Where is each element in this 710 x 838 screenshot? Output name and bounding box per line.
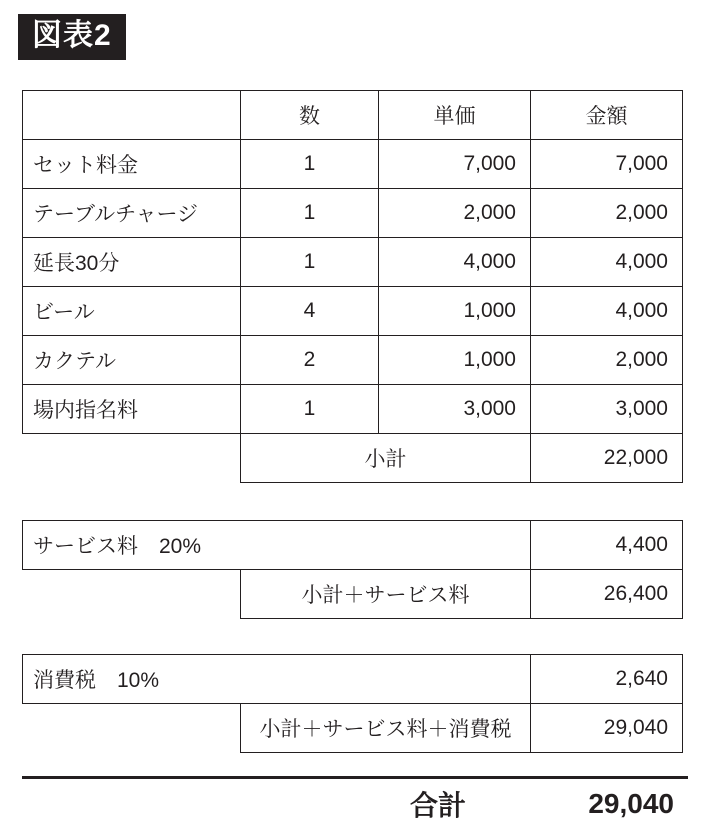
subtotal-plus-service-plus-tax-label-cell — [241, 704, 531, 753]
row-item — [23, 238, 241, 287]
charge-breakdown-table — [22, 90, 683, 483]
subtotal-plus-service-label: 小計＋サービス料 — [301, 584, 470, 607]
row-qty-value: 4 — [303, 299, 316, 322]
header-unit-price — [379, 91, 531, 140]
header-amount-label: 金額 — [585, 105, 628, 128]
row-amount — [531, 140, 683, 189]
subtotal-plus-service-plus-tax-row — [23, 704, 683, 753]
row-unit-value: 3,000 — [463, 397, 516, 420]
row-qty — [241, 287, 379, 336]
consumption-tax-amount-cell — [531, 655, 683, 704]
row-unit-value: 4,000 — [463, 250, 516, 273]
subtotal-plus-service-plus-tax-amount: 29,040 — [603, 716, 668, 739]
row-amount-value: 2,000 — [615, 348, 668, 371]
row-item-label: 場内指名料 — [33, 399, 138, 422]
row-qty — [241, 385, 379, 434]
row-amount — [531, 336, 683, 385]
row-unit — [379, 238, 531, 287]
row-qty-value: 1 — [303, 397, 316, 420]
service-charge-amount-cell — [531, 521, 683, 570]
total-amount: 29,040 — [588, 788, 674, 819]
subtotal-amount: 22,000 — [603, 446, 668, 469]
subtotal-label: 小計 — [364, 448, 407, 471]
row-amount-value: 4,000 — [615, 250, 668, 273]
row-amount-value: 7,000 — [615, 152, 668, 175]
subtotal-plus-service-plus-tax-label: 小計＋サービス料＋消費税 — [259, 718, 512, 741]
row-qty — [241, 140, 379, 189]
subtotal-plus-service-row — [23, 570, 683, 619]
header-amount — [531, 91, 683, 140]
table-row — [23, 385, 683, 434]
row-item-label: 延長30分 — [33, 252, 120, 275]
row-unit-value: 1,000 — [463, 348, 516, 371]
row-amount-value: 3,000 — [615, 397, 668, 420]
row-amount-value: 4,000 — [615, 299, 668, 322]
row-unit-value: 1,000 — [463, 299, 516, 322]
row-qty — [241, 189, 379, 238]
tax-running-spacer — [23, 704, 241, 753]
table-row — [23, 287, 683, 336]
table-row — [23, 140, 683, 189]
row-item — [23, 336, 241, 385]
row-qty — [241, 336, 379, 385]
row-amount — [531, 287, 683, 336]
row-unit — [379, 140, 531, 189]
row-amount-value: 2,000 — [615, 201, 668, 224]
row-item — [23, 385, 241, 434]
row-qty — [241, 238, 379, 287]
row-item — [23, 287, 241, 336]
row-unit-value: 7,000 — [463, 152, 516, 175]
header-qty — [241, 91, 379, 140]
table-header-row — [23, 91, 683, 140]
subtotal-spacer — [23, 434, 241, 483]
subtotal-plus-service-plus-tax-amount-cell — [531, 704, 683, 753]
row-item-label: カクテル — [33, 350, 116, 373]
service-charge-amount: 4,400 — [615, 533, 668, 556]
row-item-label: セット料金 — [33, 154, 138, 177]
subtotal-row — [23, 434, 683, 483]
subtotal-label-cell — [241, 434, 531, 483]
table-row — [23, 238, 683, 287]
row-unit — [379, 385, 531, 434]
row-item — [23, 189, 241, 238]
consumption-tax-row — [23, 655, 683, 704]
header-unit-price-label: 単価 — [433, 105, 476, 128]
subtotal-plus-service-amount-cell — [531, 570, 683, 619]
table-row — [23, 336, 683, 385]
header-qty-label: 数 — [299, 105, 320, 128]
row-item — [23, 140, 241, 189]
row-qty-value: 1 — [303, 201, 316, 224]
service-running-spacer — [23, 570, 241, 619]
figure-title: 図表2 — [18, 14, 126, 60]
row-item-label: テーブルチャージ — [33, 203, 199, 226]
service-charge-table — [22, 520, 683, 619]
subtotal-plus-service-amount: 26,400 — [603, 582, 668, 605]
row-item-label: ビール — [33, 301, 95, 324]
subtotal-plus-service-label-cell — [241, 570, 531, 619]
row-unit — [379, 287, 531, 336]
service-charge-row — [23, 521, 683, 570]
row-qty-value: 2 — [303, 348, 316, 371]
row-unit-value: 2,000 — [463, 201, 516, 224]
total-row — [22, 784, 688, 824]
row-amount — [531, 238, 683, 287]
consumption-tax-label-cell — [23, 655, 531, 704]
consumption-tax-table — [22, 654, 683, 753]
table-row — [23, 189, 683, 238]
row-unit — [379, 336, 531, 385]
consumption-tax-label: 消費税 10% — [33, 669, 160, 692]
row-amount — [531, 385, 683, 434]
row-qty-value: 1 — [303, 152, 316, 175]
header-item — [23, 91, 241, 140]
service-charge-label-cell — [23, 521, 531, 570]
total-divider — [22, 776, 688, 779]
subtotal-amount-cell — [531, 434, 683, 483]
row-amount — [531, 189, 683, 238]
service-charge-label: サービス料 20% — [33, 535, 202, 558]
row-unit — [379, 189, 531, 238]
total-label: 合計 — [409, 790, 466, 821]
consumption-tax-amount: 2,640 — [615, 667, 668, 690]
row-qty-value: 1 — [303, 250, 316, 273]
